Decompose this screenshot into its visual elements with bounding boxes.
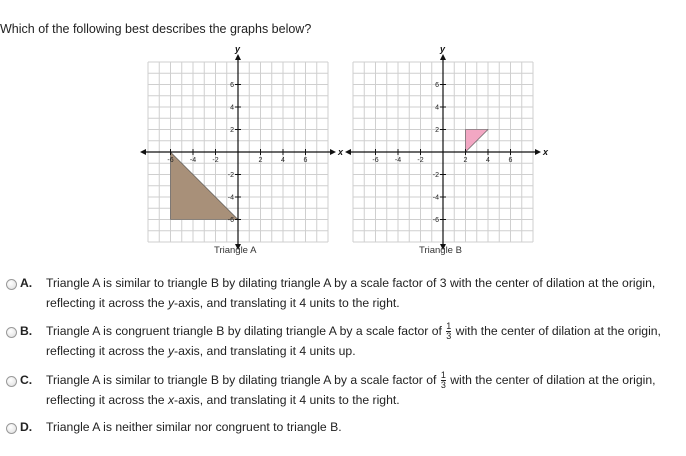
option-b-line2-pre: reflecting it across the <box>46 344 168 359</box>
x-tick-label: -2 <box>417 157 424 164</box>
x-tick-label: -4 <box>394 157 402 164</box>
y-axis-arrow-up <box>440 54 446 60</box>
radio-option-d[interactable] <box>6 423 17 434</box>
y-tick-label: -4 <box>432 194 439 202</box>
y-tick-label: 6 <box>435 82 439 89</box>
option-a-letter: A. <box>20 276 33 290</box>
option-b-letter: B. <box>20 324 33 338</box>
radio-option-a[interactable] <box>6 279 17 290</box>
x-axis-arrow-right <box>535 149 541 155</box>
option-b-line1-pre: Triangle A is congruent triangle B by dilating triangle A by a scale factor of <box>46 324 446 338</box>
option-c-frac-den: 3 <box>440 380 446 391</box>
option-c-fraction <box>441 371 446 390</box>
option-b-frac-num: 1 <box>446 321 452 332</box>
option-b-axis-var: y <box>167 344 175 359</box>
option-c-axis-var: x <box>167 393 175 408</box>
option-d-letter: D. <box>20 420 33 434</box>
x-tick-label: 4 <box>281 157 285 164</box>
x-axis-label: x <box>543 147 549 157</box>
y-tick-label: 2 <box>230 127 234 134</box>
option-b-line2-post: -axis, and translating it 4 units up. <box>174 344 356 359</box>
question-text: Which of the following best describes the graphs below? <box>0 22 312 36</box>
option-d-line1: Triangle A is neither similar nor congruent to triangle B. <box>46 420 342 434</box>
y-tick-label: 4 <box>230 104 234 112</box>
option-a-axis-var: y <box>167 296 175 310</box>
x-tick-label: 2 <box>463 157 468 164</box>
y-tick-label: 4 <box>435 104 439 112</box>
x-tick-label: -6 <box>167 157 174 164</box>
option-a-line1: Triangle A is similar to triangle B by dilating triangle A by a scale factor of 3 with the center of dilation at the origin, <box>46 276 656 290</box>
x-tick-label: -6 <box>372 157 379 164</box>
x-tick-label: 2 <box>258 157 263 164</box>
graph-triangle-b <box>343 44 549 266</box>
x-tick-label: -4 <box>189 157 197 164</box>
y-tick-label: 2 <box>435 127 439 134</box>
option-c-line2-pre: reflecting it across the <box>46 393 168 408</box>
caption-triangle-b: Triangle B <box>419 245 462 256</box>
y-tick-label: -2 <box>227 172 234 179</box>
option-a-line2-post: -axis, and translating it 4 units to the right. <box>174 296 400 310</box>
x-tick-label: 4 <box>486 157 490 164</box>
option-c-line1-pre: Triangle A is similar to triangle B by dilating triangle A by a scale factor of <box>46 373 440 387</box>
y-tick-label: -6 <box>432 217 439 224</box>
y-axis-label: y <box>440 44 446 54</box>
option-b-text <box>46 321 682 361</box>
x-tick-label: -2 <box>212 157 219 164</box>
option-a-line2-pre: reflecting it across the <box>46 296 168 310</box>
option-d-text <box>46 417 682 437</box>
option-c-frac-num: 1 <box>440 370 446 381</box>
x-tick-label: 6 <box>303 157 308 164</box>
y-tick-label: -6 <box>227 217 234 224</box>
y-tick-label: -4 <box>227 194 234 202</box>
option-b-fraction <box>446 322 451 341</box>
graph-triangle-a <box>138 44 344 266</box>
caption-triangle-a: Triangle A <box>214 245 257 256</box>
x-axis-label: x <box>338 147 344 157</box>
x-axis-arrow-right <box>330 149 336 155</box>
graph-b-svg <box>343 44 549 246</box>
option-c-text <box>46 370 682 410</box>
option-a-text <box>46 273 682 313</box>
x-axis-arrow-left <box>140 149 146 155</box>
graph-a-svg <box>138 44 344 246</box>
y-tick-label: -2 <box>432 172 439 179</box>
radio-option-b[interactable] <box>6 327 17 338</box>
x-tick-label: 6 <box>508 157 513 164</box>
option-b-frac-den: 3 <box>446 331 452 342</box>
y-axis-label: y <box>235 44 241 54</box>
option-c-line1-post: with the center of dilation at the origin, <box>446 373 656 387</box>
radio-option-c[interactable] <box>6 376 17 387</box>
option-c-letter: C. <box>20 373 33 387</box>
option-b-line1-post: with the center of dilation at the origin, <box>452 324 661 338</box>
y-axis-arrow-up <box>235 54 241 60</box>
option-c-line2-post: -axis, and translating it 4 units to the right. <box>174 393 400 408</box>
y-tick-label: 6 <box>230 82 234 89</box>
x-axis-arrow-left <box>345 149 351 155</box>
